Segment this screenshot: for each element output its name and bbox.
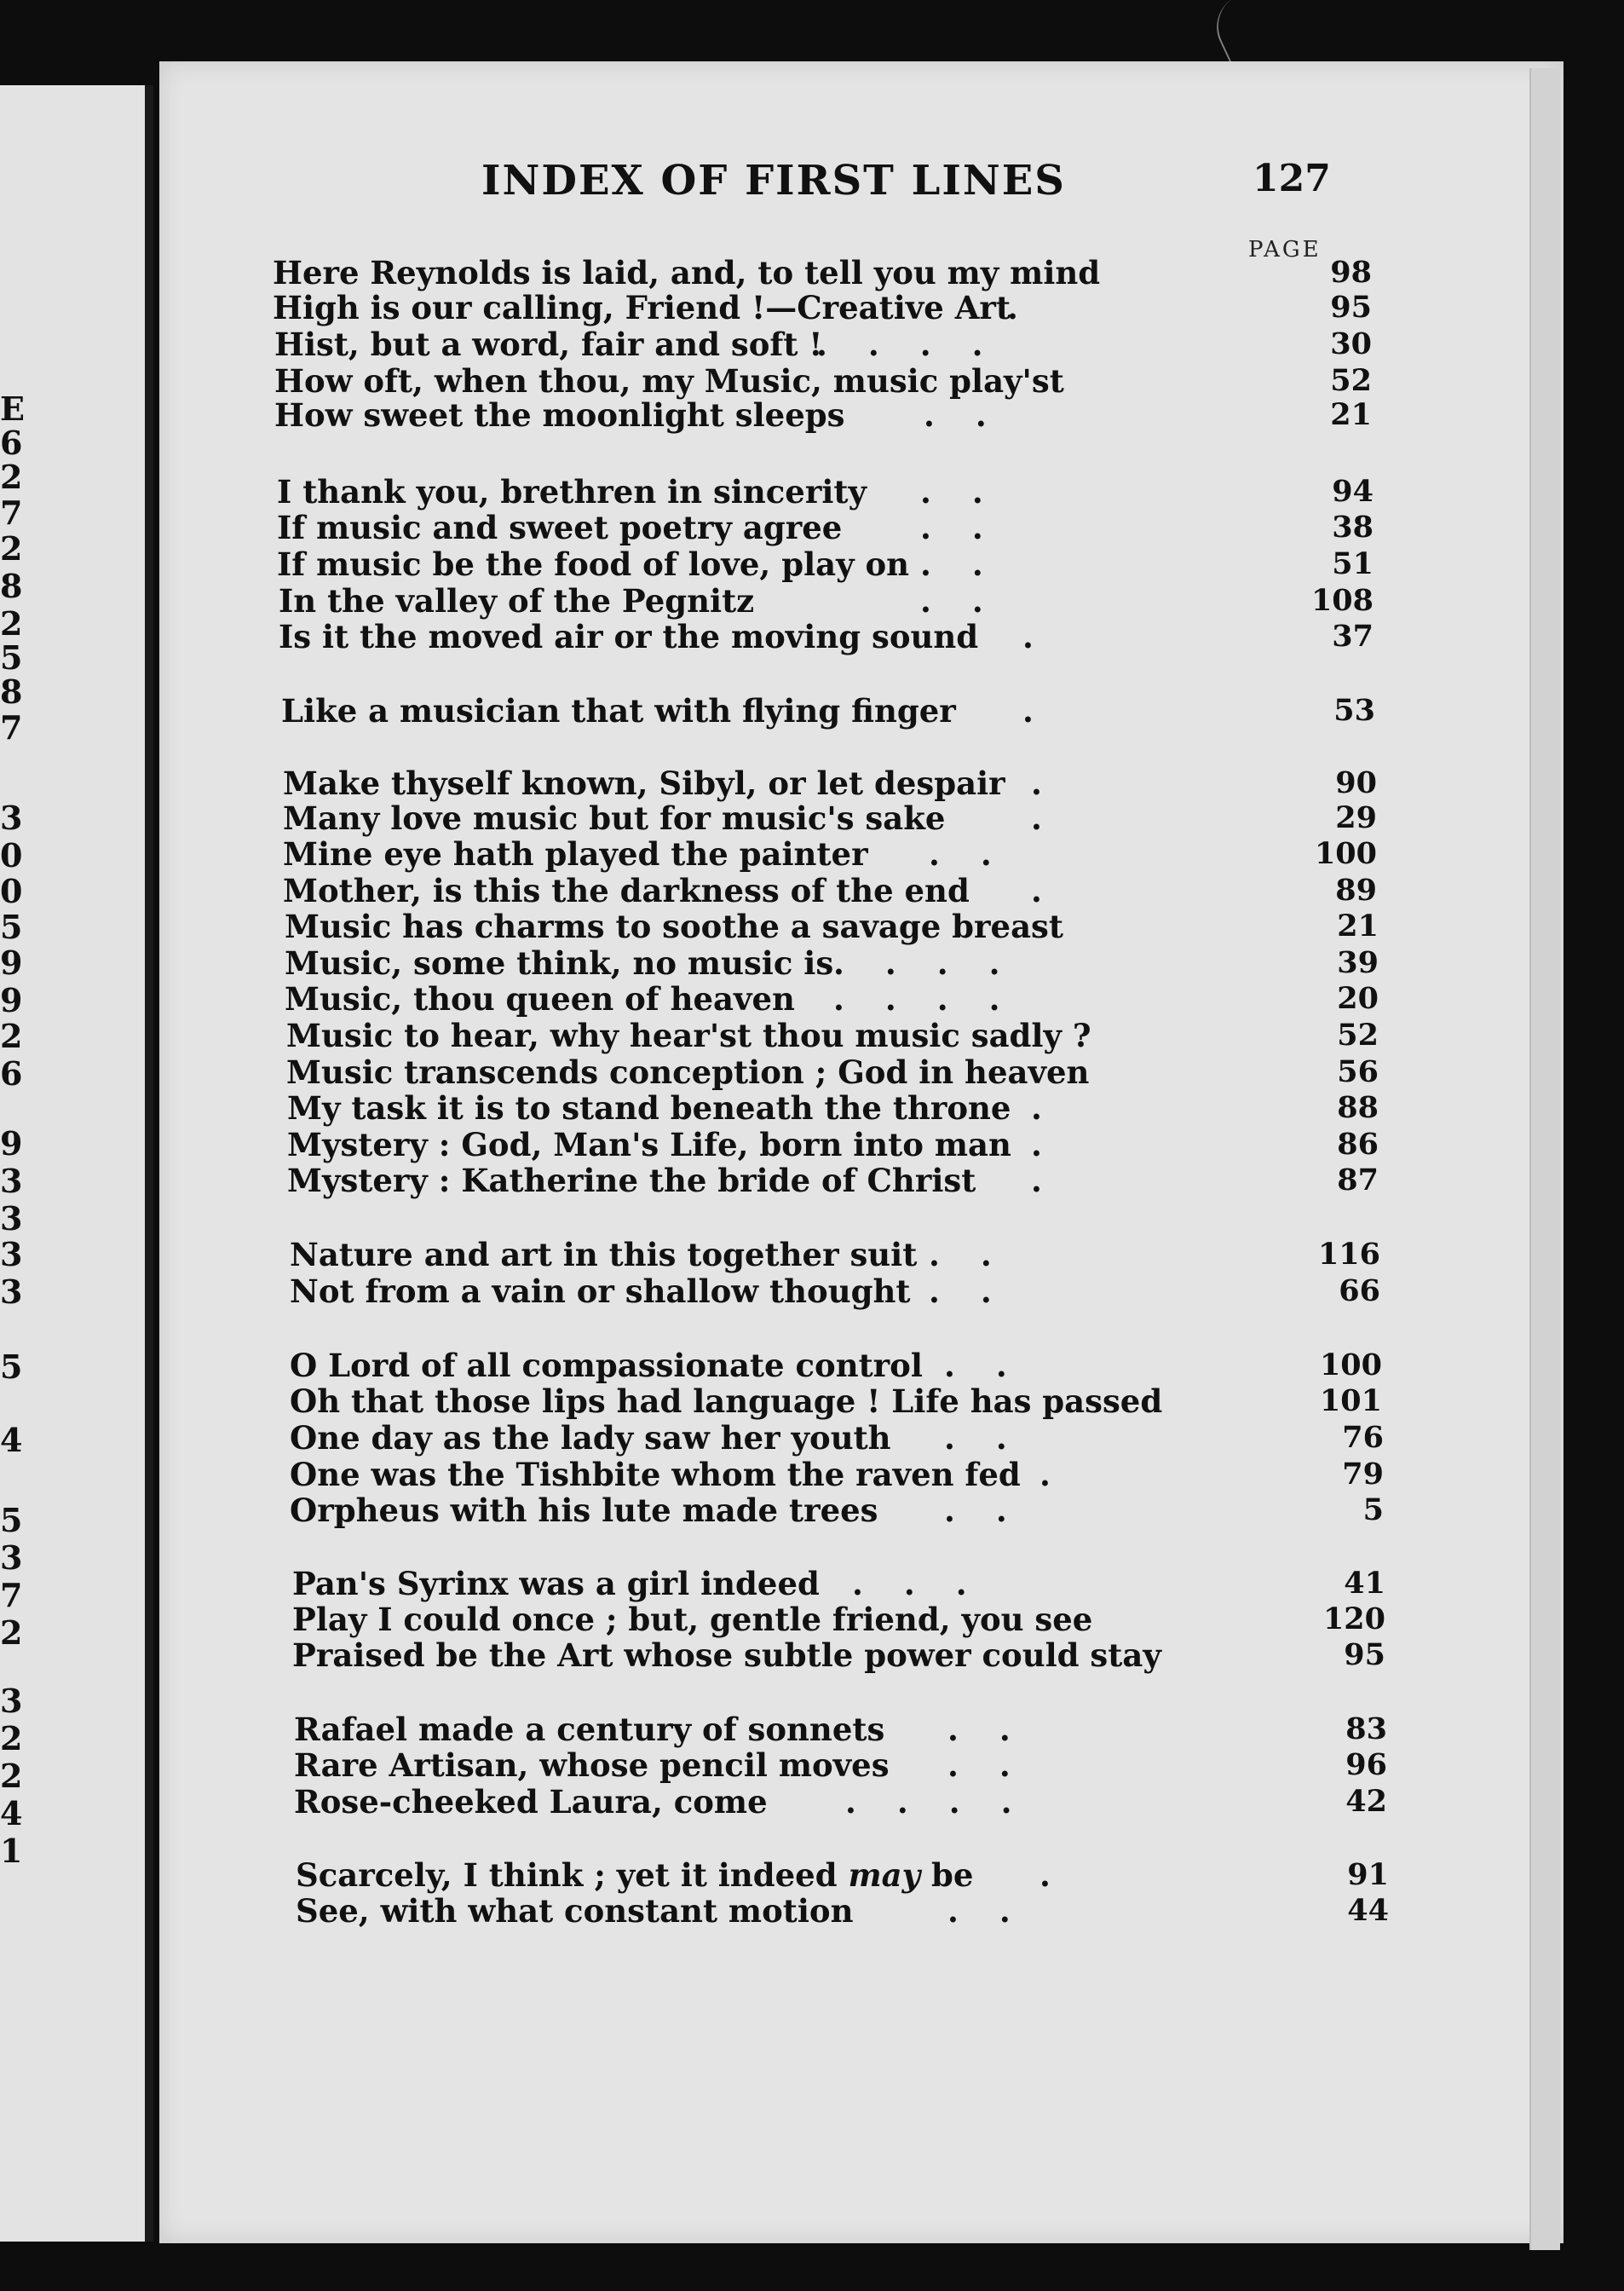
- dot-leader: ..: [944, 1492, 1048, 1529]
- page-reference: 120: [1322, 1601, 1385, 1636]
- page-reference: 88: [1337, 1090, 1379, 1125]
- dot-leader: ..: [920, 545, 1024, 583]
- first-line-text: Pan's Syrinx was a girl indeed: [292, 1565, 820, 1602]
- dot-leader: ..: [947, 1746, 1051, 1784]
- left-page-fragment: 3: [0, 1235, 23, 1273]
- page-reference: 20: [1337, 981, 1379, 1016]
- left-page-fragment: 3: [0, 1538, 23, 1577]
- page-reference: 96: [1345, 1747, 1387, 1782]
- page-reference: 42: [1345, 1784, 1387, 1819]
- page-reference: 21: [1330, 397, 1372, 432]
- index-entry: [292, 1565, 1411, 1602]
- dot-leader: ..: [947, 1892, 1051, 1930]
- index-entry: [287, 1162, 1404, 1199]
- page-reference: 56: [1337, 1054, 1379, 1089]
- page-reference: 108: [1310, 583, 1373, 618]
- index-entry: [285, 908, 1404, 945]
- index-entry: [274, 396, 1397, 434]
- dot-leader: ..: [944, 1347, 1048, 1384]
- left-page-fragment: 3: [0, 1199, 23, 1238]
- first-line-text: Music, some think, no music is: [285, 944, 834, 982]
- first-line-text: Music has charms to soothe a savage breast: [285, 908, 1063, 945]
- first-line-text: Mother, is this the darkness of the end: [283, 872, 970, 909]
- page-reference: 98: [1330, 255, 1372, 290]
- first-line-text: See, with what constant motion: [296, 1892, 854, 1930]
- left-page-fragment: 7: [0, 493, 23, 532]
- index-entry: [286, 1017, 1404, 1054]
- index-entry: [294, 1783, 1413, 1821]
- index-entry: [290, 1419, 1409, 1457]
- dot-leader: ..: [920, 509, 1024, 546]
- dot-leader: ....: [816, 326, 1024, 363]
- left-page-fragment: 7: [0, 708, 23, 747]
- first-line-text: One day as the lady saw her youth: [290, 1419, 891, 1457]
- index-entry: [283, 835, 1402, 873]
- left-page-fragment: 0: [0, 872, 23, 910]
- index-entry: [290, 1272, 1406, 1310]
- page-reference: 95: [1344, 1637, 1385, 1672]
- first-line-text: My task it is to stand beneath the throne: [287, 1089, 1011, 1127]
- left-page-fragment: 2: [0, 1613, 23, 1652]
- page-title: INDEX OF FIRST LINES: [481, 157, 1066, 205]
- dot-leader: .: [1031, 765, 1083, 802]
- page-reference: 76: [1342, 1420, 1384, 1455]
- page-reference: 87: [1337, 1163, 1379, 1197]
- left-page-fragment: 3: [0, 1162, 23, 1200]
- index-entry: [285, 944, 1404, 982]
- page-reference: 116: [1317, 1237, 1380, 1272]
- dot-leader: .: [1031, 872, 1083, 909]
- first-line-text: Hist, but a word, fair and soft !: [274, 326, 823, 363]
- page-column-label: PAGE: [1248, 237, 1322, 263]
- left-page-fragment: 2: [0, 458, 23, 496]
- emphasis: may: [848, 1856, 921, 1894]
- left-page-fragment: 3: [0, 799, 23, 837]
- page-reference: 52: [1330, 363, 1372, 398]
- index-entry: [274, 326, 1397, 363]
- left-page-fragment: E: [0, 390, 25, 428]
- first-line-text: How sweet the moonlight sleeps: [274, 396, 845, 434]
- dot-leader: .: [1031, 1162, 1083, 1199]
- page-reference: 39: [1337, 945, 1379, 980]
- dot-leader: .: [1022, 618, 1074, 655]
- first-line-text: Rare Artisan, whose pencil moves: [294, 1746, 890, 1784]
- page-reference: 83: [1345, 1711, 1387, 1746]
- dot-leader: .: [1039, 1856, 1091, 1894]
- left-page-fragment: 5: [0, 638, 23, 677]
- dot-leader: ..: [947, 1711, 1051, 1748]
- first-line-text: Mine eye hath played the painter: [283, 835, 868, 873]
- page-reference: 91: [1347, 1857, 1389, 1892]
- dot-leader: .: [1007, 289, 1059, 326]
- first-line-text: Oh that those lips had language ! Life has passed: [290, 1382, 1163, 1420]
- index-entry: [286, 1053, 1404, 1091]
- page-reference: 66: [1339, 1273, 1380, 1308]
- page-reference: 29: [1335, 800, 1377, 835]
- left-page-fragment: 3: [0, 1272, 23, 1311]
- page-number: 127: [1253, 157, 1331, 200]
- page-reference: 100: [1319, 1347, 1382, 1382]
- index-entry: [296, 1856, 1414, 1894]
- left-page-fragment: 2: [0, 1719, 23, 1757]
- index-entry: [277, 473, 1399, 511]
- first-line-text: Orpheus with his lute made trees: [290, 1492, 878, 1529]
- left-page-fragment: 8: [0, 672, 23, 711]
- index-entry: [292, 1636, 1411, 1674]
- dot-leader: ....: [845, 1783, 1053, 1821]
- dot-leader: .: [1031, 799, 1083, 837]
- left-page-fragment: 0: [0, 836, 23, 874]
- left-page-fragment: 9: [0, 981, 23, 1019]
- left-page-fragment: 8: [0, 567, 23, 605]
- index-entry: [296, 1892, 1414, 1930]
- first-line-text: Music to hear, why hear'st thou music sadly ?: [286, 1017, 1091, 1054]
- left-page-fragment: 6: [0, 1054, 23, 1093]
- first-line-text: Like a musician that with flying finger: [281, 692, 956, 730]
- first-line-text: Nature and art in this together suit: [290, 1236, 918, 1273]
- page-reference: 101: [1319, 1383, 1382, 1418]
- index-entry: [277, 509, 1399, 546]
- index-entry: [283, 872, 1402, 909]
- first-line-text: Rose-cheeked Laura, come: [294, 1783, 768, 1821]
- first-line-text: O Lord of all compassionate control: [290, 1347, 923, 1384]
- first-line-text: One was the Tishbite whom the raven fed: [290, 1456, 1021, 1493]
- left-page-fragment: 9: [0, 1124, 23, 1163]
- index-entry: [274, 362, 1397, 400]
- index-entry: [279, 582, 1399, 620]
- first-line-text: If music be the food of love, play on: [277, 545, 910, 583]
- page-reference: 79: [1342, 1457, 1384, 1492]
- index-entry: [294, 1746, 1413, 1784]
- dot-leader: .: [1031, 1126, 1083, 1163]
- left-page-fragment: 3: [0, 1682, 23, 1720]
- index-entry: [283, 765, 1402, 802]
- first-line-text: How oft, when thou, my Music, music play'st: [274, 362, 1064, 400]
- first-line-text: In the valley of the Pegnitz: [279, 582, 755, 620]
- dot-leader: ..: [924, 396, 1028, 434]
- page-reference: 5: [1362, 1492, 1384, 1527]
- page-reference: 94: [1332, 474, 1373, 509]
- left-page-fragment: 4: [0, 1794, 23, 1832]
- first-line-text: Many love music but for music's sake: [283, 799, 946, 837]
- index-entry: [287, 1126, 1404, 1163]
- page-edge: [1529, 68, 1560, 2250]
- dot-leader: ..: [929, 835, 1033, 873]
- index-entry: [290, 1236, 1406, 1273]
- page-reference: 44: [1347, 1893, 1389, 1928]
- page-reference: 30: [1330, 326, 1372, 361]
- left-page-fragment: 5: [0, 1501, 23, 1539]
- index-entry: [283, 799, 1402, 837]
- dot-leader: ..: [929, 1272, 1033, 1310]
- page-reference: 100: [1314, 836, 1377, 871]
- page-reference: 38: [1332, 510, 1373, 545]
- index-entry: [294, 1711, 1413, 1748]
- dot-leader: ..: [920, 582, 1024, 620]
- dot-leader: .: [1022, 692, 1074, 730]
- first-line-text: I thank you, brethren in sincerity: [277, 473, 867, 511]
- first-line-text: Is it the moved air or the moving sound: [279, 618, 979, 655]
- left-facing-page: [0, 85, 153, 2242]
- first-line-text: Not from a vain or shallow thought: [290, 1272, 911, 1310]
- page-reference: 21: [1337, 909, 1379, 944]
- first-line-text: Mystery : God, Man's Life, born into man: [287, 1126, 1011, 1163]
- dot-leader: ..: [944, 1419, 1048, 1457]
- index-entry: [273, 254, 1397, 291]
- page-reference: 89: [1335, 873, 1377, 908]
- page-reference: 90: [1335, 765, 1377, 800]
- dot-leader: ..: [920, 473, 1024, 511]
- first-line-text: Here Reynolds is laid, and, to tell you my mind: [273, 254, 1101, 291]
- index-entry: [290, 1492, 1409, 1529]
- first-line-text: Scarcely, I think ; yet it indeed may be: [296, 1856, 974, 1894]
- index-entry: [290, 1382, 1408, 1420]
- index-entry: [273, 289, 1397, 326]
- page-reference: 37: [1332, 619, 1373, 654]
- page-reference: 95: [1330, 290, 1372, 325]
- left-page-fragment: 9: [0, 944, 23, 982]
- left-page-fragment: 4: [0, 1421, 23, 1459]
- first-line-text: Music transcends conception ; God in heaven: [286, 1053, 1090, 1091]
- page-reference: 52: [1337, 1018, 1379, 1053]
- index-entry: [285, 980, 1404, 1018]
- first-line-text: Make thyself known, Sibyl, or let despair: [283, 765, 1005, 802]
- left-page-fragment: 2: [0, 604, 23, 643]
- first-line-text: Mystery : Katherine the bride of Christ: [287, 1162, 976, 1199]
- first-line-text: High is our calling, Friend !—Creative Art: [273, 289, 1011, 326]
- left-page-fragment: 7: [0, 1576, 23, 1614]
- index-entry: [292, 1601, 1411, 1638]
- index-entry: [290, 1347, 1408, 1384]
- dot-leader: ....: [833, 944, 1041, 982]
- left-page-fragment: 2: [0, 529, 23, 568]
- index-entry: [281, 692, 1401, 730]
- dot-leader: ..: [929, 1236, 1033, 1273]
- first-line-text: Rafael made a century of sonnets: [294, 1711, 885, 1748]
- first-line-text: Play I could once ; but, gentle friend, you see: [292, 1601, 1093, 1638]
- left-page-fragment: 1: [0, 1832, 23, 1870]
- index-entry: [287, 1089, 1404, 1127]
- dot-leader: ...: [852, 1565, 1008, 1602]
- page-reference: 51: [1332, 546, 1373, 581]
- dot-leader: .: [1039, 1456, 1091, 1493]
- left-page-fragment: 5: [0, 908, 23, 946]
- index-entry: [277, 545, 1399, 583]
- left-page-fragment: 2: [0, 1757, 23, 1795]
- index-entry: [279, 618, 1399, 655]
- first-line-text: Music, thou queen of heaven: [285, 980, 795, 1018]
- page-reference: 53: [1333, 693, 1375, 728]
- index-entry: [290, 1456, 1409, 1493]
- left-page-fragment: 5: [0, 1347, 23, 1386]
- first-line-text: Praised be the Art whose subtle power could stay: [292, 1636, 1161, 1674]
- first-line-text: If music and sweet poetry agree: [277, 509, 843, 546]
- left-page-fragment: 6: [0, 424, 23, 462]
- dot-leader: .: [1031, 1089, 1083, 1127]
- dot-leader: ....: [833, 980, 1041, 1018]
- left-page-fragment: 2: [0, 1017, 23, 1055]
- page-reference: 86: [1337, 1127, 1379, 1162]
- page-reference: 41: [1344, 1566, 1385, 1601]
